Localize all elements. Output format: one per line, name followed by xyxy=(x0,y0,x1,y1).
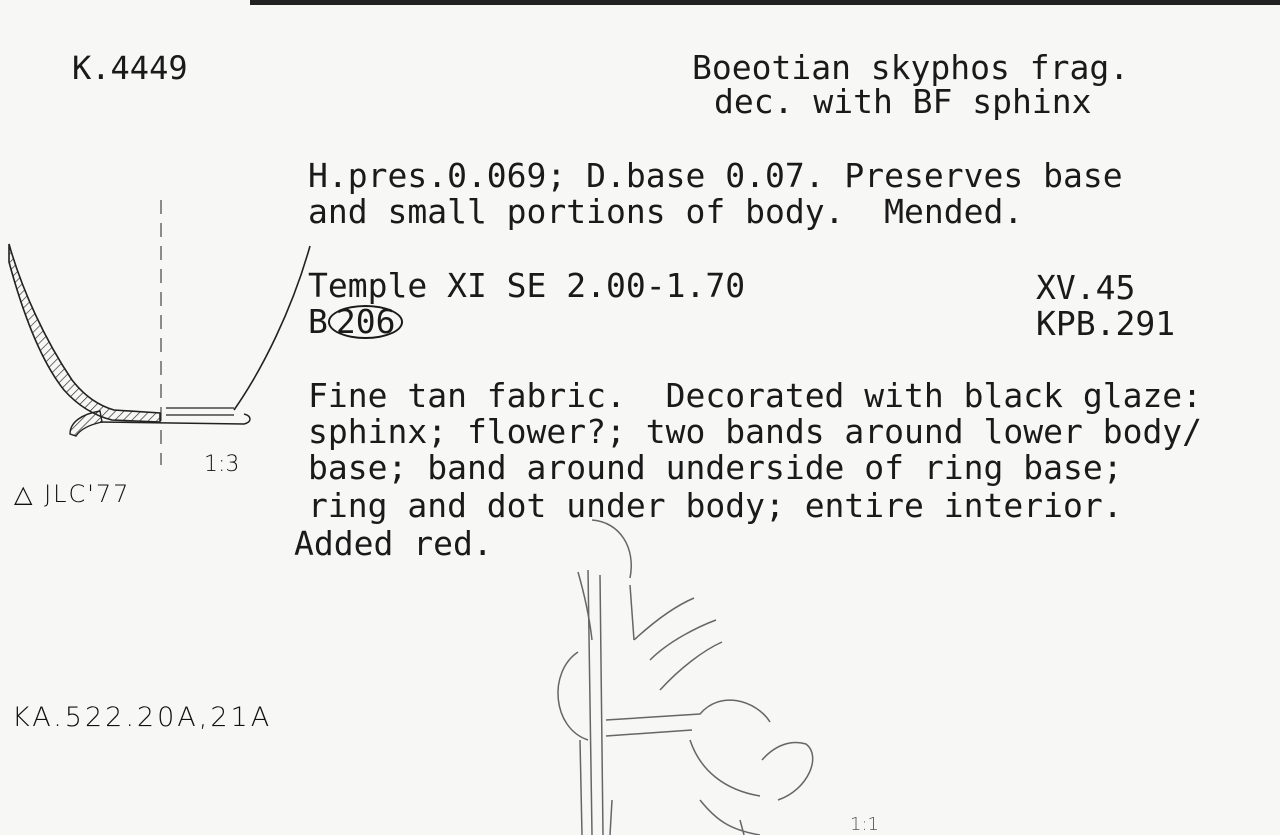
drawer-credit: △ JLC'77 xyxy=(14,480,131,508)
title-line-2: dec. with BF sphinx xyxy=(714,82,1092,121)
dimensions-line-1: H.pres.0.069; D.base 0.07. Preserves base xyxy=(308,156,1123,195)
title-line-1: Boeotian skyphos frag. xyxy=(692,48,1130,87)
description-line-4: ring and dot under body; entire interior. xyxy=(308,486,1123,525)
box-prefix: B xyxy=(308,302,328,341)
catalog-number: K.4449 xyxy=(72,49,188,87)
sphinx-scale: 1:1 xyxy=(850,814,879,835)
profile-outer-wall xyxy=(234,246,310,410)
box-number-circled: 206 xyxy=(328,305,404,339)
description-line-5: Added red. xyxy=(294,524,493,563)
description-line-1: Fine tan fabric. Decorated with black glaze: xyxy=(308,376,1203,415)
findspot: Temple XI SE 2.00-1.70 xyxy=(308,266,746,305)
reference-1: XV.45 xyxy=(1036,268,1136,307)
profile-foot-section xyxy=(70,411,102,436)
description-line-2: sphinx; flower?; two bands around lower body/ xyxy=(308,412,1203,451)
inventory-number: KA.522.20A,21A xyxy=(12,702,273,733)
dimensions-line-2: and small portions of body. Mended. xyxy=(308,192,1024,231)
profile-scale: 1:3 xyxy=(204,452,240,477)
reference-2: KPB.291 xyxy=(1036,304,1176,343)
sphinx-drawing xyxy=(558,520,813,835)
profile-drawing xyxy=(9,200,310,465)
description-line-3: base; band around underside of ring base; xyxy=(308,448,1123,487)
profile-wall-section xyxy=(9,244,160,422)
